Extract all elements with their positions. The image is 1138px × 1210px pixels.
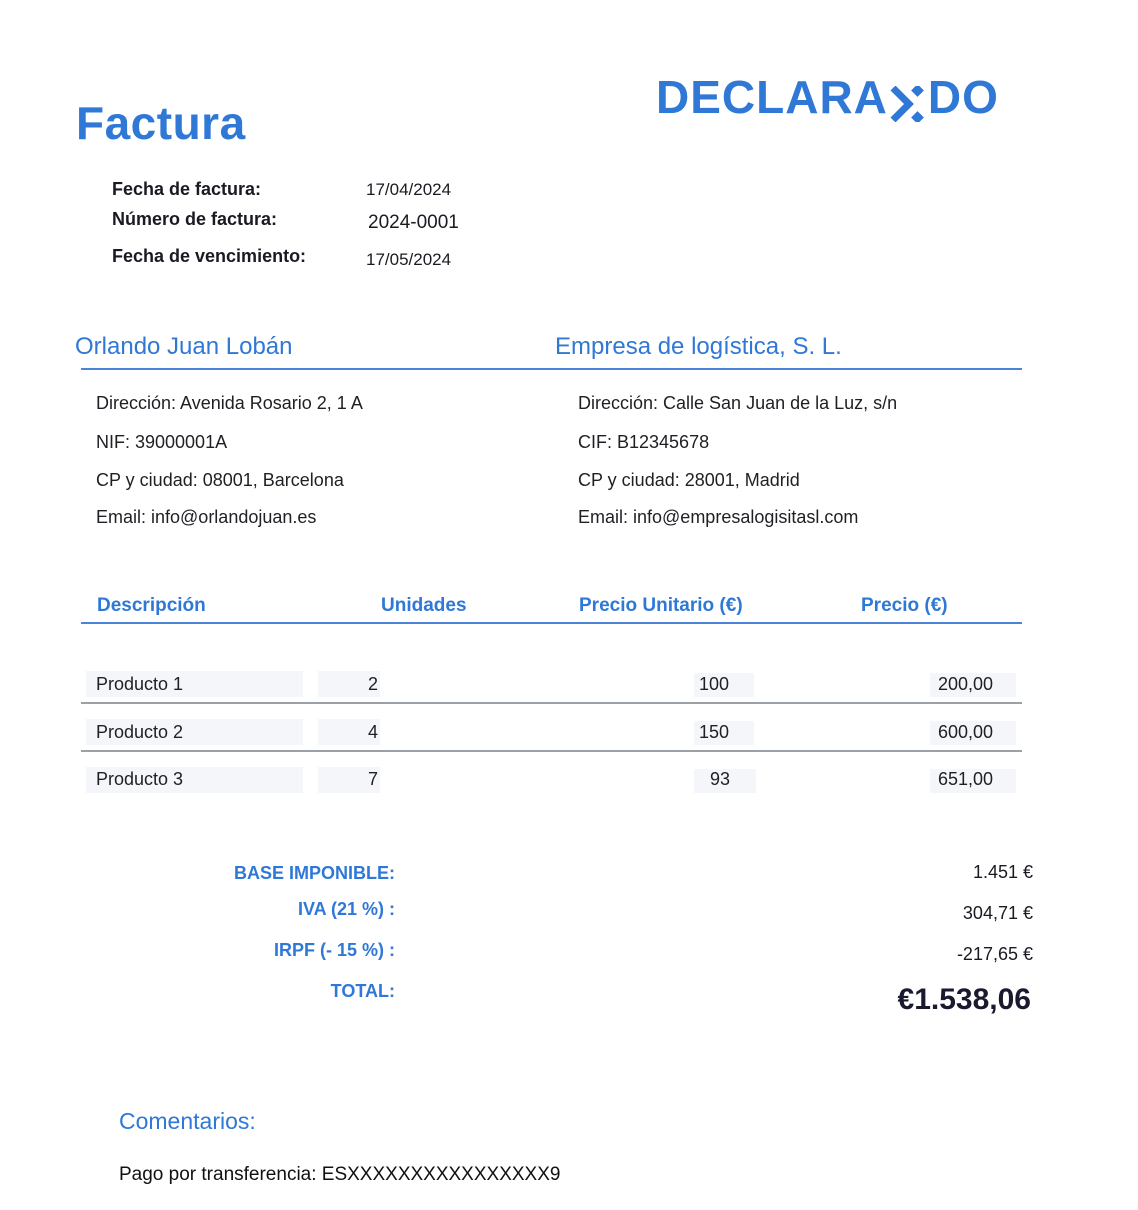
total-label: TOTAL: <box>330 981 395 1001</box>
table-header-divider <box>81 622 1022 624</box>
due-date-label: Fecha de vencimiento: <box>112 246 307 266</box>
issuer-city: CP y ciudad: 08001, Barcelona <box>96 470 344 490</box>
row2-description: Producto 2 <box>96 722 184 742</box>
client-name: Empresa de logística, S. L. <box>555 333 842 360</box>
iva-label: IVA (21 %) : <box>297 899 395 919</box>
base-imponible-value: 1.451 € <box>972 862 1033 882</box>
row3-units: 7 <box>368 769 379 789</box>
base-imponible-label: BASE IMPONIBLE: <box>233 863 395 883</box>
declarando-logo <box>656 70 999 124</box>
row-divider <box>81 750 1022 752</box>
due-date-value: 17/05/2024 <box>366 250 452 269</box>
irpf-label: IRPF (- 15 %) : <box>273 940 395 960</box>
row3-price: 651,00 <box>938 769 994 789</box>
invoice-date-label: Fecha de factura: <box>112 179 262 199</box>
issuer-nif: NIF: 39000001A <box>96 432 228 452</box>
iva-value: 304,71 € <box>962 903 1033 923</box>
row2-price: 600,00 <box>938 722 994 742</box>
invoice-title: Factura <box>76 97 246 149</box>
comments-title: Comentarios: <box>119 1108 256 1134</box>
row1-unit-price: 100 <box>699 674 730 694</box>
logo-mark-icon <box>889 79 927 115</box>
row1-description: Producto 1 <box>96 674 184 694</box>
row3-description: Producto 3 <box>96 769 184 789</box>
payment-note: Pago por transferencia: ESXXXXXXXXXXXXXXXX9 <box>119 1164 561 1185</box>
row2-units: 4 <box>368 722 379 742</box>
irpf-value: -217,65 € <box>956 944 1033 964</box>
client-email: Email: info@empresalogisitasl.com <box>578 507 859 527</box>
row-divider <box>81 702 1022 704</box>
header-units: Unidades <box>381 595 467 616</box>
logo-text-right: DO <box>927 71 999 123</box>
logo-text-left: DECLARA <box>656 71 888 123</box>
invoice-number-value: 2024-0001 <box>368 212 459 233</box>
issuer-address: Dirección: Avenida Rosario 2, 1 A <box>96 393 363 413</box>
header-unit-price: Precio Unitario (€) <box>579 595 743 616</box>
parties-divider <box>81 368 1022 370</box>
client-cif: CIF: B12345678 <box>578 432 710 452</box>
invoice-number-label: Número de factura: <box>112 209 278 229</box>
total-value: €1.538,06 <box>897 983 1031 1016</box>
row2-unit-price: 150 <box>699 722 730 742</box>
header-description: Descripción <box>97 595 206 616</box>
client-address: Dirección: Calle San Juan de la Luz, s/n <box>578 393 898 413</box>
client-city: CP y ciudad: 28001, Madrid <box>578 470 800 490</box>
issuer-email: Email: info@orlandojuan.es <box>96 507 317 527</box>
issuer-name: Orlando Juan Lobán <box>75 333 293 360</box>
row3-unit-price: 93 <box>710 769 731 789</box>
row1-units: 2 <box>368 674 379 694</box>
row1-price: 200,00 <box>938 674 994 694</box>
invoice-date-value: 17/04/2024 <box>366 180 452 199</box>
header-price: Precio (€) <box>861 595 948 616</box>
